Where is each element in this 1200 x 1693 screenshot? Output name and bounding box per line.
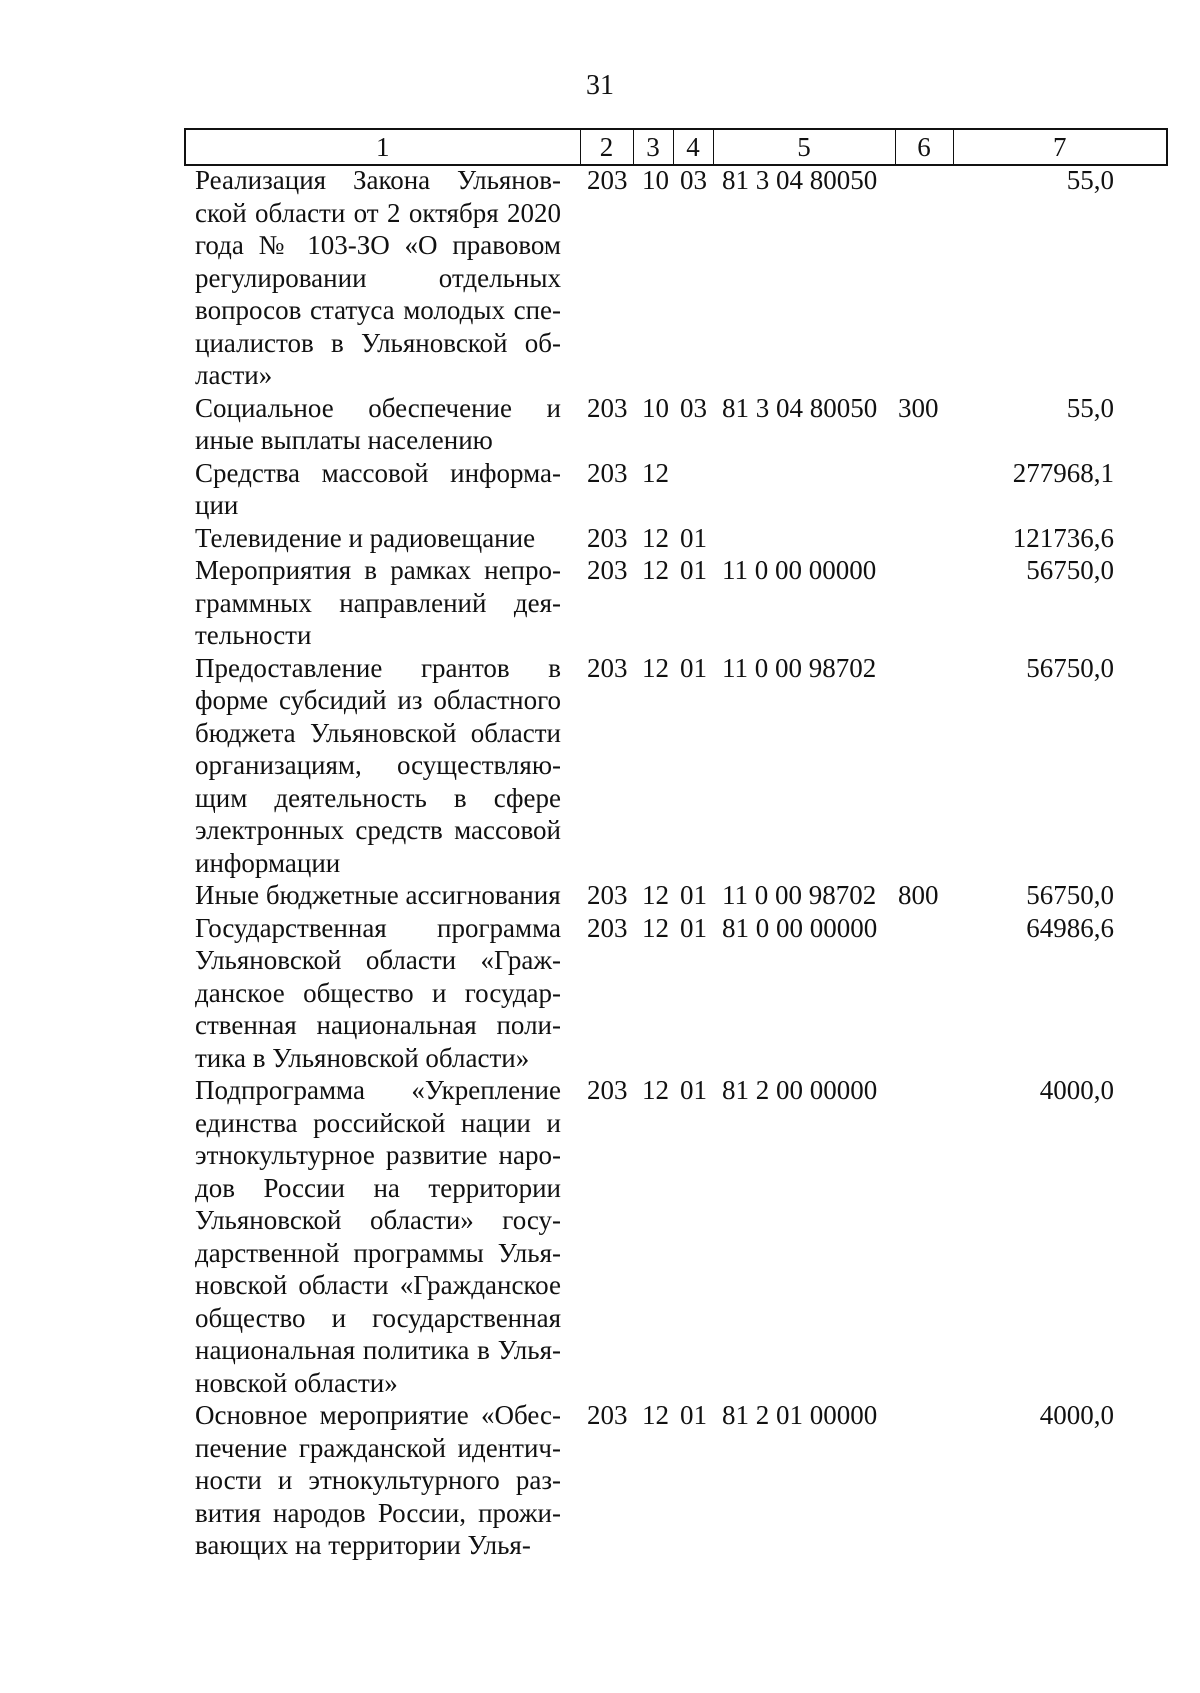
row-code-3: 10 <box>642 392 669 423</box>
row-code-4: 03 <box>680 165 707 195</box>
row-code-5: 11 0 00 00000 <box>722 555 877 585</box>
header-cell-4: 4 <box>673 129 713 165</box>
row-code-4: 01 <box>680 912 707 943</box>
table-row <box>184 554 1166 652</box>
row-code-5: 81 3 04 80050 <box>722 165 878 195</box>
row-amount: 56750,0 <box>1026 652 1114 683</box>
table-row <box>184 1399 1166 1562</box>
row-code-6 <box>894 554 952 652</box>
row-code-2: 203 <box>587 880 628 910</box>
row-code-4: 03 <box>680 392 707 423</box>
row-name: Государственная программа Ульяновской области «Гражданское общество и государственная национальная политика в Ульяновской области» <box>195 912 561 1073</box>
row-code-4: 01 <box>680 880 707 910</box>
row-code-3: 12 <box>642 522 669 553</box>
row-code-5 <box>712 457 894 522</box>
row-amount: 4000,0 <box>1039 1400 1114 1430</box>
row-code-3: 10 <box>642 165 669 195</box>
row-code-4: 01 <box>680 1400 707 1430</box>
table-row <box>184 457 1166 522</box>
row-code-5 <box>712 522 894 555</box>
table-row <box>184 1074 1166 1399</box>
row-code-2: 203 <box>587 457 628 488</box>
row-amount: 121736,6 <box>1012 522 1114 553</box>
header-cell-1: 1 <box>185 129 580 165</box>
row-amount: 55,0 <box>1066 392 1114 423</box>
header-cell-2: 2 <box>580 129 633 165</box>
row-code-3: 12 <box>642 912 669 943</box>
table-row <box>184 522 1166 555</box>
row-name: Предоставление грантов в форме субсидий из областного бюджета Ульяновской области организациям, осуществляющим деятельность в сфере электронных средств массовой информации <box>195 652 561 878</box>
header-cell-6: 6 <box>895 129 953 165</box>
row-code-5: 11 0 00 98702 <box>722 880 877 910</box>
row-code-5: 11 0 00 98702 <box>722 652 877 683</box>
row-code-6: 300 <box>898 392 939 423</box>
header-row <box>185 129 1167 165</box>
row-amount: 64986,6 <box>1026 912 1114 943</box>
row-name: Средства массовой информации <box>195 457 561 520</box>
row-code-6 <box>894 652 952 880</box>
row-code-6 <box>894 457 952 522</box>
row-amount: 55,0 <box>1066 165 1114 195</box>
row-code-3: 12 <box>642 880 669 910</box>
row-name: Иные бюджетные ассигнования <box>195 880 561 910</box>
row-code-6 <box>894 1074 952 1399</box>
row-code-3: 12 <box>642 1400 669 1430</box>
row-code-2: 203 <box>587 652 628 683</box>
row-code-3: 12 <box>642 457 669 488</box>
row-code-5: 81 2 01 00000 <box>722 1400 878 1430</box>
row-code-3: 12 <box>642 555 669 585</box>
row-code-4: 01 <box>680 522 707 553</box>
row-code-4: 01 <box>680 652 707 683</box>
row-code-2: 203 <box>587 165 628 195</box>
table-row <box>184 392 1166 457</box>
table-row <box>184 912 1166 1075</box>
budget-table <box>184 164 1166 1562</box>
row-code-6 <box>894 1399 952 1562</box>
row-code-4: 01 <box>680 1075 707 1105</box>
row-code-3: 12 <box>642 1075 669 1105</box>
row-amount: 56750,0 <box>1026 880 1114 910</box>
row-code-6: 800 <box>898 880 939 910</box>
row-name: Основное мероприятие «Обеспечение гражданской идентичности и этнокультурного развития народов России, проживающих на территории Улья- <box>195 1400 561 1560</box>
row-code-4: 01 <box>680 555 707 585</box>
row-name: Реализация Закона Ульяновской области от 2 октября 2020 года № 103-ЗО «О правовом регулировании отдельных вопросов статуса молодых специалистов в Ульяновской области» <box>195 165 561 390</box>
header-cell-7: 7 <box>953 129 1167 165</box>
table-row <box>184 652 1166 880</box>
table-row <box>184 164 1166 392</box>
row-amount: 277968,1 <box>1012 457 1114 488</box>
row-code-6 <box>894 912 952 1075</box>
header-cell-5: 5 <box>713 129 895 165</box>
row-name: Социальное обеспечение и иные выплаты населению <box>195 392 561 455</box>
row-code-6 <box>894 522 952 555</box>
row-amount: 4000,0 <box>1039 1075 1114 1105</box>
row-code-5: 81 3 04 80050 <box>722 392 878 423</box>
row-code-6 <box>894 164 952 392</box>
row-code-2: 203 <box>587 1400 628 1430</box>
row-code-3: 12 <box>642 652 669 683</box>
header-cell-3: 3 <box>633 129 673 165</box>
table-header <box>184 128 1168 166</box>
page-number: 31 <box>586 70 614 101</box>
row-code-2: 203 <box>587 392 628 423</box>
row-code-5: 81 2 00 00000 <box>722 1075 878 1105</box>
row-code-2: 203 <box>587 522 628 553</box>
table-row <box>184 879 1166 912</box>
row-name: Подпрограмма «Укрепление единства российской нации и этнокультурное развитие народов России на территории Ульяновской области» государственной программы Ульяновской области «Гражданское общество и государственная национальная политика в Ульяновской области» <box>195 1075 561 1398</box>
row-code-2: 203 <box>587 912 628 943</box>
row-amount: 56750,0 <box>1026 555 1114 585</box>
row-code-4 <box>672 457 712 522</box>
row-code-2: 203 <box>587 1075 628 1105</box>
row-code-5: 81 0 00 00000 <box>722 912 878 943</box>
row-name: Телевидение и радиовещание <box>195 522 536 553</box>
row-name: Мероприятия в рамках непрограммных направлений деятельности <box>195 555 561 650</box>
row-code-2: 203 <box>587 555 628 585</box>
